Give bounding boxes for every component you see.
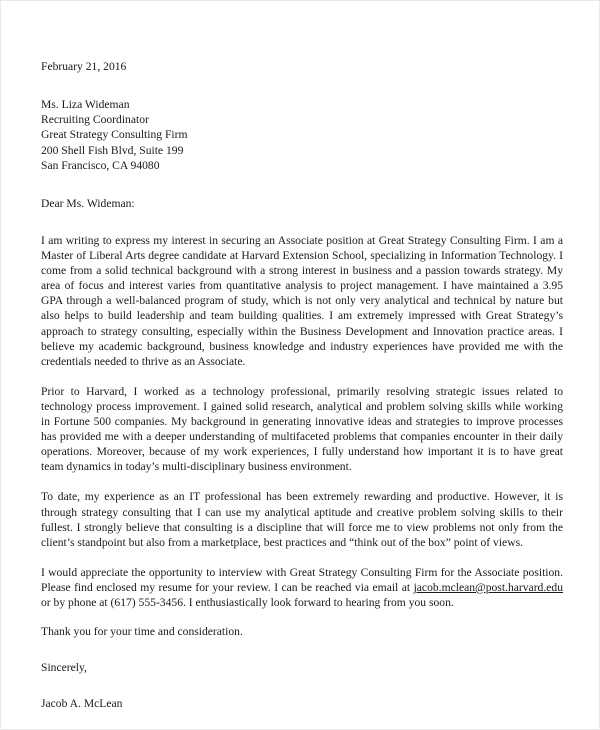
body-paragraph-4: [41, 565, 563, 610]
body-paragraph-2: Prior to Harvard, I worked as a technology professional, primarily resolving strategic issues related to technology process improvement. I gained solid research, analytical and problem solving skills while working in Fortune 500 companies. My background in generating innovative ideas and strategies to improve processes has provided me with a deeper understanding of multifaceted problems that companies encounter in their daily operations. Moreover, because of my work experiences, I fully understand how important it is to have great team dynamics in today’s multi-disciplinary business environment.: [41, 384, 563, 474]
letter-body: [41, 59, 563, 711]
recipient-company: Great Strategy Consulting Firm: [41, 128, 188, 142]
recipient-city-state-zip: San Francisco, CA 94080: [41, 158, 160, 172]
contact-text-after-email: or by phone at (617) 555-3456. I enthusiastically look forward to hearing from you soon.: [41, 595, 454, 609]
recipient-name: Ms. Liza Wideman: [41, 98, 130, 111]
closing-block: [41, 624, 563, 711]
thank-you-line: Thank you for your time and consideration.: [41, 625, 243, 639]
letter-date: February 21, 2016: [41, 60, 127, 73]
recipient-street: 200 Shell Fish Blvd, Suite 199: [41, 143, 184, 157]
email-link[interactable]: jacob.mclean@post.harvard.edu: [413, 580, 563, 594]
recipient-address-block: [41, 97, 563, 173]
signature-name: Jacob A. McLean: [41, 697, 123, 711]
recipient-title: Recruiting Coordinator: [41, 113, 149, 127]
contact-text-before-email: I would appreciate the opportunity to interview with Great Strategy Consulting Firm for the Associate position. Please find enclosed my resume for your review. I can be reached via email at: [41, 565, 563, 594]
body-paragraph-1: I am writing to express my interest in securing an Associate position at Great Strategy Consulting Firm. I am a Master of Liberal Arts degree candidate at Harvard Extension School, specializing in Information Technology. I come from a solid technical background with a strong interest in business and a passion towards strategy. My area of focus and interest varies from quantitative analysis to project management. I have maintained a 3.95 GPA through a well-balanced program of study, which is not only very analytical and technical by nature but also helps to build leadership and team building qualities. I am extremely impressed with Great Strategy’s approach to strategy consulting, especially within the Business Development and Innovation practice areas. I believe my academic background, business knowledge and industry experiences have provided me with the credentials needed to thrive as an Associate.: [41, 234, 563, 368]
closing-salutation: Sincerely,: [41, 661, 87, 675]
salutation: Dear Ms. Wideman:: [41, 197, 135, 211]
body-paragraph-3: To date, my experience as an IT professional has been extremely rewarding and productive. However, it is through strategy consulting that I can use my analytical aptitude and creative problem solving skills to their fullest. I strongly believe that consulting is a discipline that will force me to view problems not only from the client’s standpoint but also from a marketplace, best practices and “think out of the box” point of views.: [41, 490, 563, 549]
